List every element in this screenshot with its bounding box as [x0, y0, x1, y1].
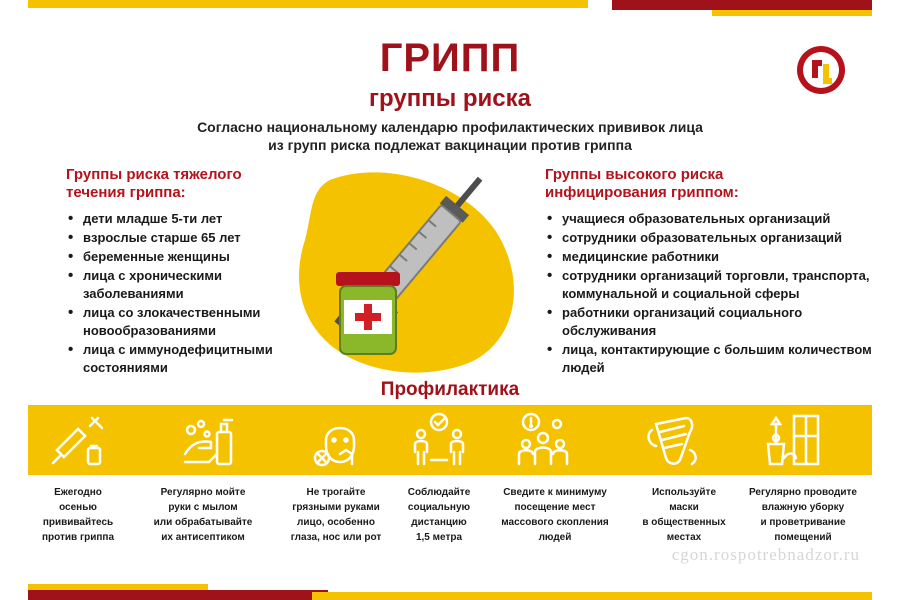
heading-line: течения гриппа: [66, 184, 186, 201]
intro-text [150, 118, 750, 154]
syringe-icon [48, 410, 108, 470]
infection-risk-list [545, 210, 875, 378]
prevention-caption [374, 485, 504, 545]
infection-risk-heading [545, 166, 739, 202]
severe-risk-heading [66, 166, 242, 202]
severe-risk-list [66, 210, 276, 378]
page-subtitle: группы риска [369, 85, 531, 112]
caption-line: местах [666, 532, 702, 543]
caption-line: Используйте [651, 487, 717, 498]
caption-line: руки с мылом [168, 502, 238, 513]
prevention-icon-cell [164, 405, 254, 475]
list-item: • сотрудники образовательных организаций [545, 229, 875, 247]
prevention-caption [13, 485, 143, 545]
caption-line: против гриппа [41, 532, 115, 543]
caption-line: Соблюдайте [407, 487, 471, 498]
prevention-icon-cell [498, 405, 588, 475]
top-yellow-accent-stripe [712, 10, 872, 16]
list-item: • работники организаций социального обслуживания [545, 304, 875, 340]
mask-icon [642, 410, 702, 470]
caption-line: дистанцию [411, 517, 467, 528]
caption-line: их антисептиком [161, 532, 245, 543]
list-item: • учащиеся образовательных организаций [545, 210, 875, 228]
list-item: • сотрудники организаций торговли, транспорта, коммунальной и социальной сферы [545, 267, 875, 303]
caption-line: Ежегодно [54, 487, 102, 498]
list-item: • медицинские работники [545, 248, 875, 266]
crowd-icon [513, 410, 573, 470]
prevention-icon-cell [627, 405, 717, 475]
list-item: • лица, контактирующие с большим количеством людей [545, 341, 875, 377]
list-item: • беременные женщины [66, 248, 276, 266]
caption-line: Сведите к минимуму [503, 487, 607, 498]
caption-line: в общественных [642, 517, 726, 528]
prevention-icon-cell [295, 405, 385, 475]
caption-line: Регулярно мойте [160, 487, 246, 498]
heading-line: инфицирования гриппом: [545, 184, 739, 201]
syringe-vaccine-illustration [290, 160, 530, 380]
prevention-icon-cell [749, 405, 839, 475]
top-yellow-stripe [28, 0, 588, 8]
caption-line: глаза, нос или рот [290, 532, 382, 543]
page-title: ГРИПП [379, 36, 521, 80]
caption-line: грязными руками [292, 502, 380, 513]
caption-line: массового скопления [501, 517, 609, 528]
heading-line: Группы высокого риска [545, 166, 724, 183]
caption-line: лицо, особенно [297, 517, 375, 528]
caption-line: прививайтесь [42, 517, 114, 528]
prevention-icon-cell [33, 405, 123, 475]
intro-line: из групп риска подлежат вакцинации против гриппа [268, 137, 632, 153]
prevention-caption [138, 485, 268, 545]
top-red-stripe [612, 0, 872, 10]
list-item: • лица с хроническими заболеваниями [66, 267, 276, 303]
caption-line: Не трогайте [306, 487, 366, 498]
caption-line: людей [538, 532, 572, 543]
caption-line: и проветривание [760, 517, 846, 528]
heading-line: Группы риска тяжелого [66, 166, 242, 183]
intro-line: Согласно национальному календарю профилактических прививок лица [197, 119, 703, 135]
prevention-icon-cell [394, 405, 484, 475]
no-touch-face-icon [310, 410, 370, 470]
distance-icon [409, 410, 469, 470]
caption-line: маски [669, 502, 699, 513]
cleaning-icon [764, 410, 824, 470]
watermark: cgon.rospotrebnadzor.ru [671, 545, 860, 564]
caption-line: социальную [407, 502, 471, 513]
caption-line: осенью [59, 502, 97, 513]
handwash-icon [179, 410, 239, 470]
list-item: • лица со злокачественными новообразованиями [66, 304, 276, 340]
list-item: • взрослые старше 65 лет [66, 229, 276, 247]
list-item: • лица с иммунодефицитными состояниями [66, 341, 276, 377]
bottom-red-stripe [28, 590, 328, 600]
bottom-yellow-stripe [312, 592, 872, 600]
caption-line: или обрабатывайте [153, 517, 253, 528]
caption-line: помещений [774, 532, 832, 543]
prevention-caption [619, 485, 749, 545]
caption-line: посещение мест [514, 502, 596, 513]
prevention-title: Профилактика [380, 379, 520, 400]
caption-line: Регулярно проводите [748, 487, 857, 498]
prevention-caption [490, 485, 620, 545]
prevention-caption [738, 485, 868, 545]
bottom-yellow-accent-stripe [28, 584, 208, 590]
caption-line: влажную уборку [761, 502, 845, 513]
list-item: • дети младше 5-ти лет [66, 210, 276, 228]
caption-line: 1,5 метра [415, 532, 463, 543]
